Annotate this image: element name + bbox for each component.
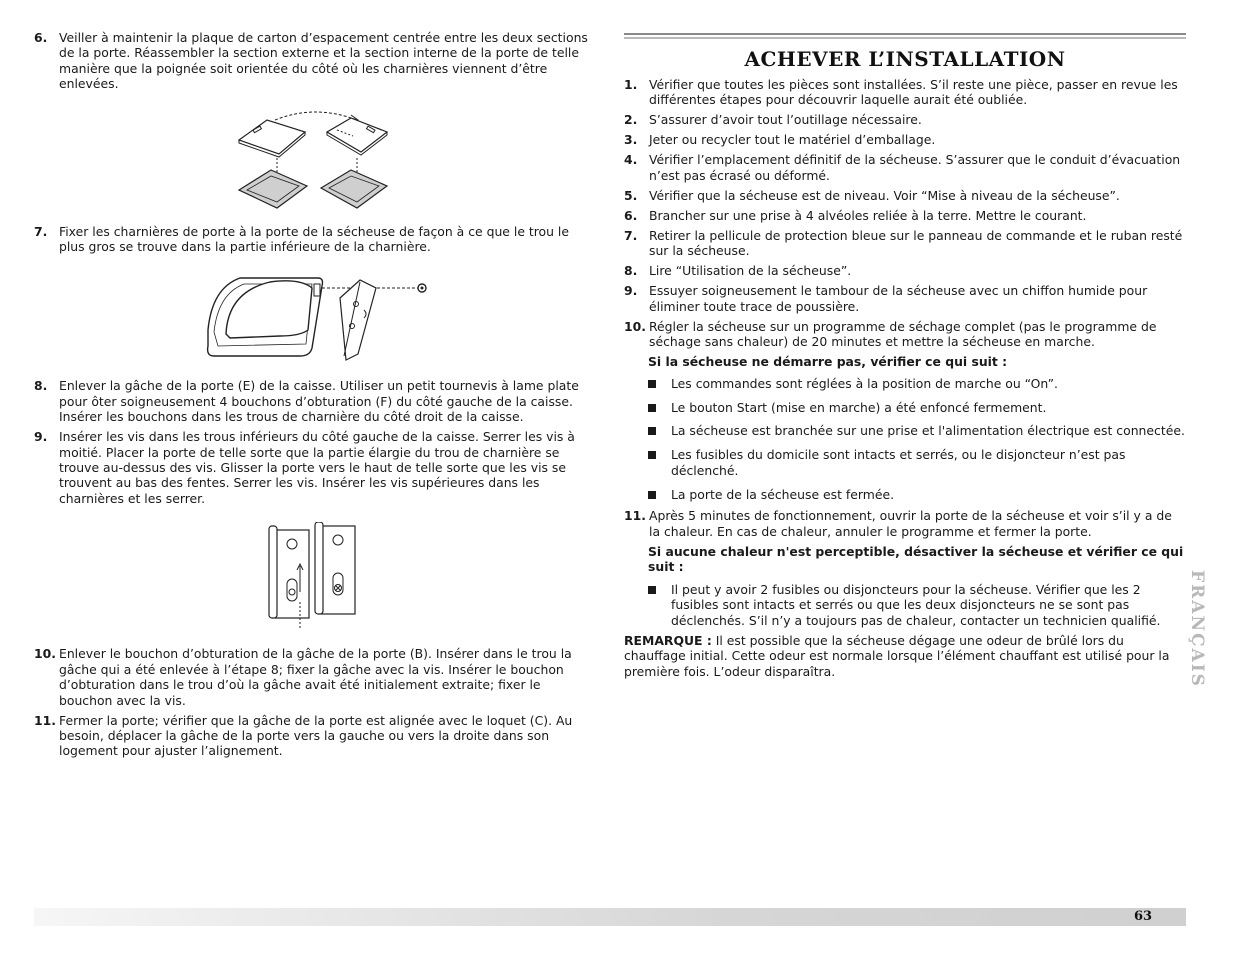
- checklist-item-text: Le bouton Start (mise en marche) a été enfoncé fermement.: [671, 399, 1047, 415]
- language-tab-label: FRANÇAIS: [1187, 570, 1207, 688]
- language-tab: [1183, 570, 1211, 688]
- section-title: ACHEVER L’INSTALLATION: [744, 47, 1066, 71]
- step-text: Fermer la porte; vérifier que la gâche de la porte est alignée avec le loquet (C). Au besoin, déplacer la gâche de la porte vers la gauche ou vers la droite dans son logement pour ajuster l’alignement.: [59, 712, 573, 759]
- step-number: 6.: [624, 207, 638, 223]
- checklist-item-text: La sécheuse est branchée sur une prise et l'alimentation électrique est connectée.: [671, 422, 1185, 438]
- checklist-item-text: Les fusibles du domicile sont intacts et serrés, ou le disjoncteur n’est pas déclenché.: [671, 447, 1126, 478]
- step-number: 9.: [624, 283, 638, 299]
- bullet-square-icon: [648, 427, 656, 435]
- step-text: Veiller à maintenir la plaque de carton d’espacement centrée entre les deux sections de la porte. Réassembler la section externe et la section interne de la porte de telle manière que la poignée soit orientée du côté où les charnières viennent d’être enlevées.: [59, 30, 588, 92]
- step-number: 6.: [34, 30, 48, 45]
- step-text: Brancher sur une prise à 4 alvéoles reliée à la terre. Mettre le courant.: [649, 207, 1087, 223]
- section-rule: [624, 33, 1186, 39]
- step-text: Après 5 minutes de fonctionnement, ouvrir la porte de la sécheuse et voir s’il y a de la chaleur. En cas de chaleur, annuler le programme et fermer la porte.: [649, 508, 1172, 539]
- checklist-item: [624, 423, 1186, 438]
- checklist-item: [624, 487, 1186, 502]
- step-text: S’assurer d’avoir tout l’outillage nécessaire.: [649, 112, 922, 128]
- checklist-item-text: Il peut y avoir 2 fusibles ou disjoncteurs pour la sécheuse. Vérifier que les 2 fusibles sont intacts et serrés ou que les deux disjoncteurs ne se sont pas déclenchés. S’il n’y a toujours pas de chaleur, contacter un technicien qualifié.: [671, 581, 1161, 628]
- step-text: Vérifier l’emplacement définitif de la sécheuse. S’assurer que le conduit d’évacuation n’est pas écrasé ou déformé.: [649, 152, 1181, 183]
- step-number: 9.: [34, 429, 48, 445]
- step-number: 3.: [624, 132, 638, 148]
- checklist-item: [624, 376, 1186, 391]
- step-number: 8.: [34, 378, 48, 394]
- step-number: 11.: [34, 712, 56, 728]
- step-number: 5.: [624, 187, 638, 203]
- step-9: [624, 283, 1186, 314]
- step-number: 8.: [624, 263, 638, 279]
- step-text: Vérifier que toutes les pièces sont installées. S’il reste une pièce, passer en revue les différentes étapes pour découvrir laquelle aurait été oubliée.: [649, 77, 1178, 108]
- bullet-square-icon: [648, 451, 656, 459]
- door-sections-illustration: [235, 106, 395, 214]
- checklist-item-text: La porte de la sécheuse est fermée.: [671, 487, 895, 503]
- step-text: Enlever la gâche de la porte (E) de la caisse. Utiliser un petit tournevis à lame plate pour ôter soigneusement 4 bouchons d’obturation (F) du côté gauche de la caisse. Insérer les bouchons dans les trous de charnière du côté droit de la caisse.: [59, 378, 579, 425]
- step-number: 10.: [624, 318, 646, 334]
- bullet-square-icon: [648, 380, 656, 388]
- step-text: Enlever le bouchon d’obturation de la gâche de la porte (B). Insérer dans le trou la gâche qui a été enlevée à l’étape 8; fixer la gâche avec la vis. Insérer le bouchon d’obturation dans le trou d’où la gâche avait été initialement extraite; fixer le bouchon avec la vis.: [59, 646, 572, 708]
- step-text: Retirer la pellicule de protection bleue sur le panneau de commande et le ruban resté sur la sécheuse.: [649, 227, 1183, 259]
- step-10: [34, 646, 596, 708]
- no-start-checklist-heading: Si la sécheuse ne démarre pas, vérifier ce qui suit :: [648, 354, 1008, 370]
- step-number: 1.: [624, 77, 638, 92]
- step-9: [34, 429, 596, 506]
- step-number: 7.: [624, 227, 638, 243]
- step-text: Insérer les vis dans les trous inférieurs du côté gauche de la caisse. Serrer les vis à moitié. Placer la porte de telle sorte que la partie élargie du trou de charnière se trouve au-dessus des vis. Glisser la porte vers le haut de telle sorte que les vis se trouvent au bas des fentes. Serrer les vis. Insérer les vis supérieures dans les charnières et les serrer.: [59, 429, 575, 506]
- step-number: 2.: [624, 112, 638, 128]
- step-number: 10.: [34, 646, 56, 662]
- step-8: [34, 378, 596, 424]
- page-number: 63: [1134, 909, 1153, 924]
- completion-steps: [624, 77, 1186, 679]
- step-10: [624, 319, 1186, 350]
- step-1: [624, 77, 1186, 108]
- step-number: 4.: [624, 152, 638, 168]
- step-text: Lire “Utilisation de la sécheuse”.: [649, 263, 852, 279]
- hinge-screws-illustration: [265, 522, 365, 632]
- step-11: [34, 713, 596, 759]
- checklist-item: [624, 400, 1186, 415]
- footer-bar: [34, 908, 1186, 926]
- bullet-square-icon: [648, 404, 656, 412]
- step-11: [624, 508, 1186, 539]
- step-6: [34, 30, 596, 92]
- remark-text: Il est possible que la sécheuse dégage une odeur de brûlé lors du chauffage initial. Cette odeur est normale lorsque l’élément chauffant est utilisé pour la première fois. L’odeur disparaîtra.: [624, 632, 1170, 679]
- step-text: Fixer les charnières de porte à la porte de la sécheuse de façon à ce que le trou le plus gros se trouve dans la partie inférieure de la charnière.: [59, 223, 569, 255]
- bullet-square-icon: [648, 491, 656, 499]
- remark-label: REMARQUE :: [624, 632, 712, 648]
- step-number: 11.: [624, 508, 646, 524]
- step-8: [624, 263, 1186, 278]
- step-7: [624, 228, 1186, 259]
- step-6: [624, 208, 1186, 223]
- no-heat-checklist-heading: Si aucune chaleur n'est perceptible, désactiver la sécheuse et vérifier ce qui suit :: [648, 543, 1184, 575]
- step-text: Régler la sécheuse sur un programme de séchage complet (pas le programme de séchage sans chaleur) de 20 minutes et mettre la sécheuse en marche.: [649, 318, 1157, 350]
- step-text: Jeter ou recycler tout le matériel d’emballage.: [649, 132, 936, 148]
- bullet-square-icon: [648, 586, 656, 594]
- step-7: [34, 224, 596, 255]
- step-4: [624, 152, 1186, 183]
- checklist-item-text: Les commandes sont réglées à la position de marche ou “On”.: [671, 376, 1058, 392]
- step-2: [624, 112, 1186, 127]
- hinge-attachment-illustration: [200, 270, 430, 366]
- checklist-item: [624, 582, 1186, 628]
- step-5: [624, 188, 1186, 203]
- step-text: Essuyer soigneusement le tambour de la sécheuse avec un chiffon humide pour éliminer toute trace de poussière.: [649, 283, 1148, 314]
- step-text: Vérifier que la sécheuse est de niveau. Voir “Mise à niveau de la sécheuse”.: [649, 187, 1120, 203]
- left-column: [34, 30, 596, 759]
- remark-note: [624, 633, 1186, 679]
- step-3: [624, 132, 1186, 147]
- step-number: 7.: [34, 223, 48, 239]
- checklist-item: [624, 447, 1186, 478]
